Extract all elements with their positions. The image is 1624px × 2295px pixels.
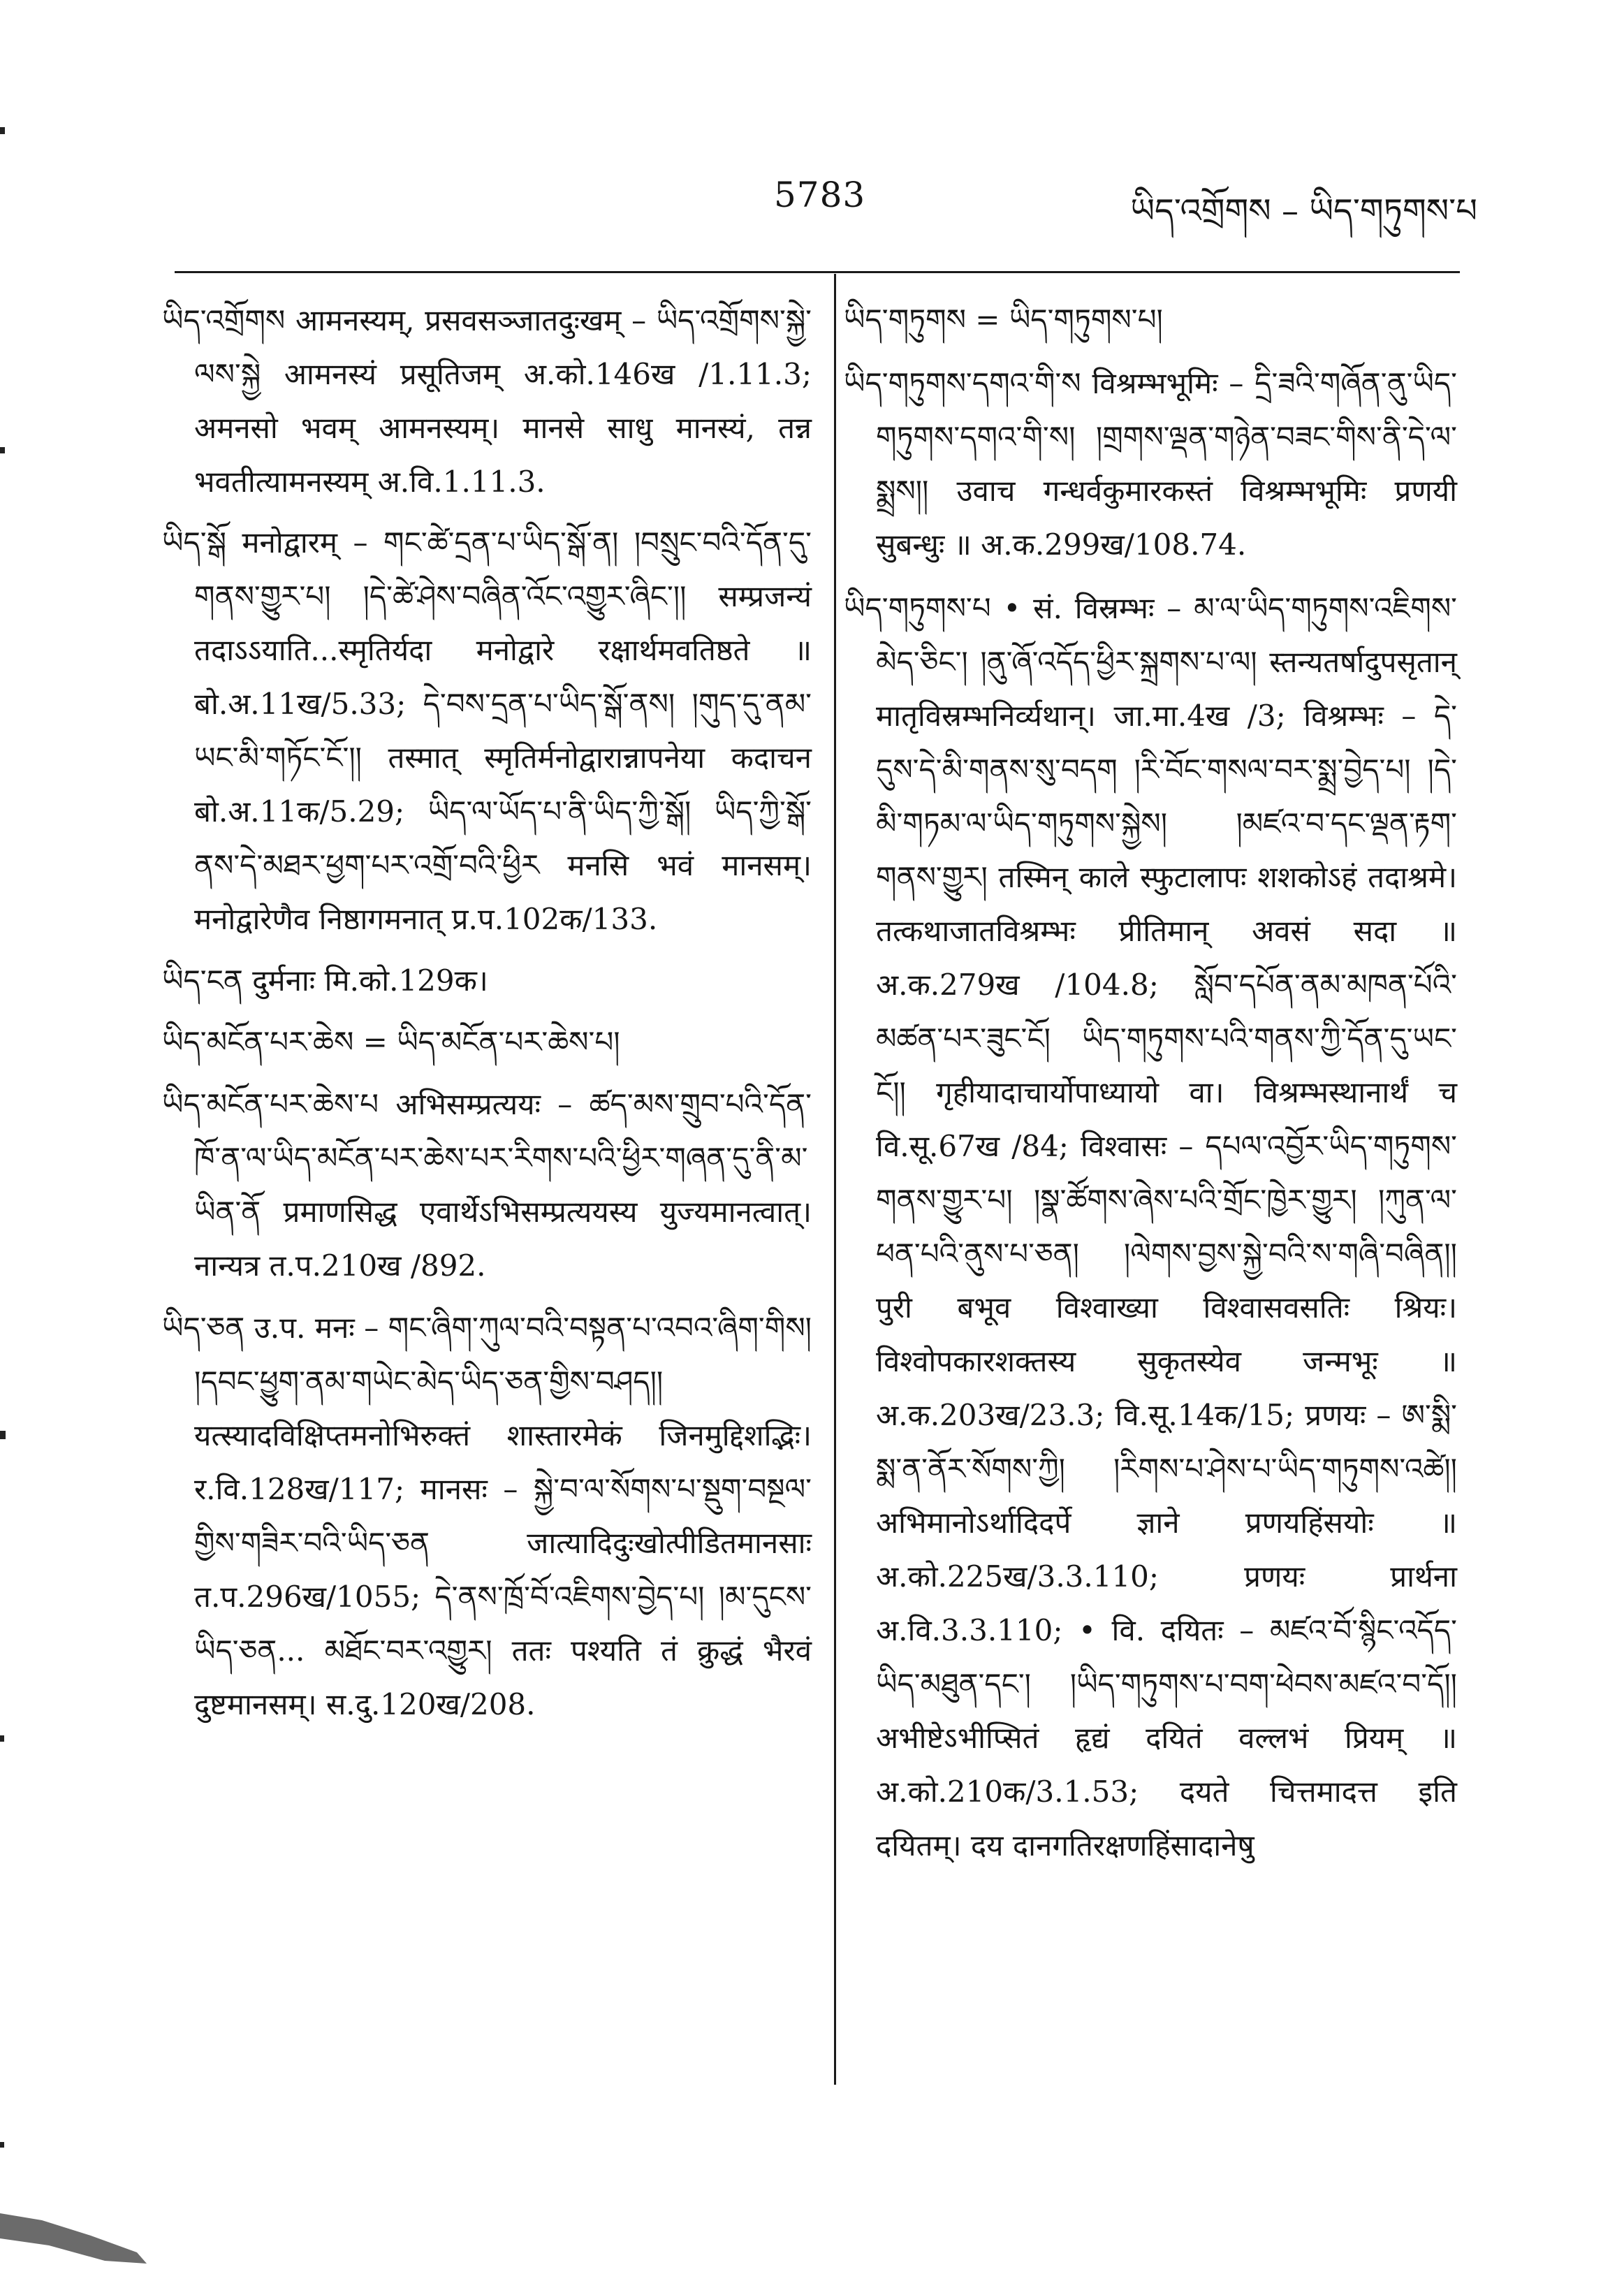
dictionary-entry: ཡིད་མངོན་པར་ཆེས = ཡིད་མངོན་པར་ཆེས་པ། <box>162 1025 620 1059</box>
right-column <box>844 293 1457 1882</box>
left-column <box>162 293 812 1740</box>
page-number: 5783 <box>774 175 866 215</box>
dictionary-entry: ཡིད་གཏུགས = ཡིད་གཏུགས་པ། <box>844 303 1163 337</box>
dictionary-entry: ཡིད་གཏུགས་པ • सं. विस्रम्भः – མ་ལ་ཡིད་གཏུགས་འཇིགས་མེད་ཅིང་། །ནུ་ཞོ་འདོད་ཕྱིར་སྐྲགས་པ་ལ། स्तन्यतर्षादुपसृतान् मातृविस्रम्भनिर्व्यथान्। जा.मा.4ख /3; विश्रम्भः – དེ་དུས་དེ་མི་གནས་སུ་བདག །རི་བོང་གསལ་བར་སྨྲ་བྱེད་པ། །དེ་མི་གཏམ་ལ་ཡིད་གཏུགས་སྐྱེས། །མཛའ་བ་དང་ལྡན་རྟག་གནས་གྱུར། तस्मिन् काले स्फुटालापः शशकोऽहं तदाश्रमे। तत्कथाजातविश्रम्भः प्रीतिमान् अवसं सदा ॥ अ.क.279ख /104.8; སློབ་དཔོན་ནམ་མཁན་པོའི་མཚན་པར་ཟུང་ངོ། ཡིད་གཏུགས་པའི་གནས་ཀྱི་དོན་དུ་ཡང་ངོ།། गृहीयादाचार्योपाध्यायो वा। विश्रम्भस्थानार्थं च वि.सू.67ख /84; विश्वासः – དཔལ་འབྱོར་ཡིད་གཏུགས་གནས་གྱུར་པ། །སྣ་ཚོགས་ཞེས་པའི་གྲོང་ཁྱེར་གྱུར། །ཀུན་ལ་ཕན་པའི་ནུས་པ་ཅན། །ལེགས་བྱས་སྐྱེ་བའི་ས་གཞི་བཞིན།། पुरी बभूव विश्वाख्या विश्वासवसतिः श्रियः। विश्वोपकारशक्तस्य सुकृतस्येव जन्मभूः ॥ अ.क.203ख/23.3; वि.सू.14क/15; प्रणयः – ཨ་སྨི་སྨ་ན་ནོར་སོགས་ཀྱི། །རིགས་པ་ཤེས་པ་ཡིད་གཏུགས་འཚེ།། अभिमानोऽर्थादिदर्पे ज्ञाने प्रणयहिंसयोः ॥ अ.को.225ख/3.3.110; प्रणयः प्रार्थना अ.वि.3.3.110; • वि. दयितः – མཛའ་བོ་སྙིང་འདོད་ཡིད་མཐུན་དང་། །ཡིད་གཏུགས་པ་བག་ཕེབས་མཛའ་བ་དོ།། अभीष्टेऽभीप्सितं हृद्यं दयितं वल्लभं प्रियम् ॥ अ.को.210क/3.1.53; दयते चित्तमादत्त इति दयितम्। दय दानगतिरक्षणहिंसादानेषु <box>844 591 1457 1863</box>
running-head: ཡིད་འགྲོགས – ཡིད་གཏུགས་པ <box>1130 191 1477 231</box>
header-rule <box>175 271 1460 273</box>
dictionary-entry: ཡིད་གཏུགས་དགའ་གི་ས विश्रम्भभूमिः – དྲི་ཟའི་གཞོན་ནུ་ཡིད་གཏུགས་དགའ་གི་ས། །གྲགས་ལྡན་གཉེན་བཟང་གིས་ནི་དེ་ལ་སྨྲས།། उवाच गन्धर्वकुमारकस्तं विश्रम्भभूमिः प्रणयी सुबन्धुः ॥ अ.क.299ख/108.74. <box>844 366 1457 562</box>
dictionary-entry: ཡིད་མངོན་པར་ཆེས་པ अभिसम्प्रत्ययः – ཚད་མས་གྲུབ་པའི་དོན་ཁོ་ན་ལ་ཡིད་མངོན་པར་ཆེས་པར་རིགས་པའི་ཕྱིར་གཞན་དུ་ནི་མ་ཡིན་ནོ प्रमाणसिद्ध एवार्थेऽभिसम्प्रत्ययस्य युज्यमानत्वात्। नान्यत्र त.प.210ख /892. <box>162 1087 812 1283</box>
column-divider <box>834 274 836 2085</box>
dictionary-entry: ཡིད་འགྲོགས आमनस्यम्, प्रसवसञ्जातदुःखम् – ཡིད་འགྲོགས་སྐྱེ་ལས་སྐྱེ आमनस्यं प्रसूतिजम् अ.को.146ख /1.11.3; अमनसो भवम् आमनस्यम्। मानसे साधु मानस्यं, तन्न भवतीत्यामनस्यम् अ.वि.1.11.3. <box>162 303 812 499</box>
dictionary-entry: ཡིད་ངན दुर्मनाः मि.को.129क। <box>162 963 488 998</box>
dictionary-entry: ཡིད་ཅན उ.प. मनः – གང་ཞིག་ཀུལ་བའི་བསྟན་པ་འབའ་ཞིག་གིས། །དབང་ཕྱུག་ནམ་གཡེང་མེད་ཡིད་ཅན་གྱིས་བཤད།། यत्स्यादविक्षिप्तमनोभिरुक्तं शास्तारमेकं जिनमुद्दिशद्भिः। र.वि.128ख/117; मानसः – སྐྱེ་བ་ལ་སོགས་པ་སྡུག་བསྔལ་གྱིས་གཟིར་བའི་ཡིད་ཅན जात्यादिदुःखोत्पीडितमानसाः त.प.296ख/1055; དེ་ནས་ཁྲོ་བོ་འཇིགས་བྱེད་པ། །མ་དུངས་ཡིད་ཅན... མཐོང་བར་འགྱུར། ततः पश्यति तं क्रुद्धं भैरवं दुष्टमानसम्। स.दु.120ख/208. <box>162 1311 812 1721</box>
dictionary-entry: ཡིད་སྒོ मनोद्वारम् – གང་ཚེ་དྲན་པ་ཡིད་སྒོ་ན། །བསྲུང་བའི་དོན་དུ་གནས་གྱུར་པ། །དེ་ཚེ་ཤེས་བཞིན་འོང་འགྱུར་ཞིང་།། सम्प्रजन्यं तदाऽऽयाति...स्मृतिर्यदा मनोद्वारे रक्षार्थमवतिष्ठते ॥ बो.अ.11ख/5.33; དེ་བས་དྲན་པ་ཡིད་སྒོ་ནས། །གུད་དུ་ནམ་ཡང་མི་གཏོང་ངོ་།། तस्मात् स्मृतिर्मनोद्वारान्नापनेया कदाचन बो.अ.11क/5.29; ཡིད་ལ་ཡོད་པ་ནི་ཡིད་ཀྱི་སྒོ། ཡིད་ཀྱི་སྒོ་ནས་དེ་མཐར་ཕྱག་པར་འགྲོ་བའི་ཕྱིར मनसि भवं मानसम्। मनोद्वारेणैव निष्ठागमनात् प्र.प.102क/133. <box>162 525 812 936</box>
